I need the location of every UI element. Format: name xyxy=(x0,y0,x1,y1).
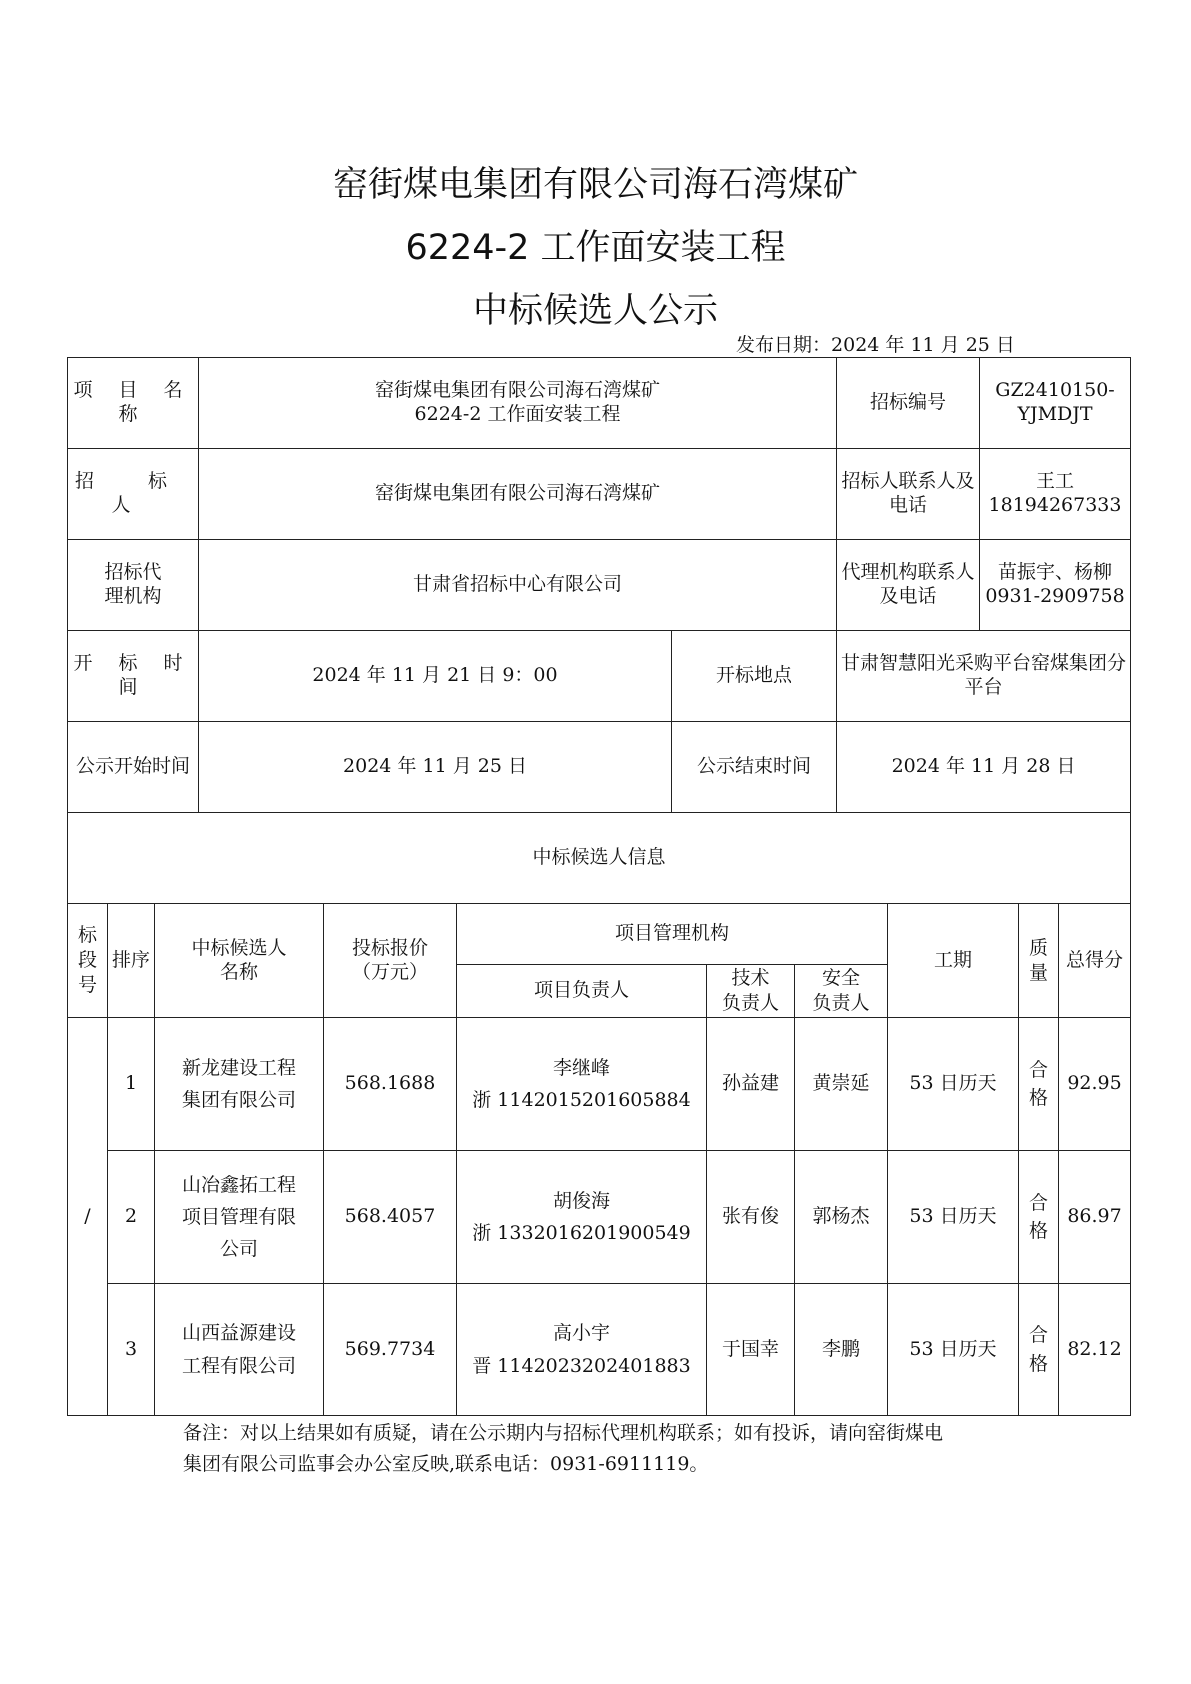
project-name-line2: 6224-2 工作面安装工程 xyxy=(414,403,621,425)
header-mgmt: 项目管理机构 xyxy=(457,904,888,965)
bid-safety: 黄崇延 xyxy=(795,1018,888,1151)
header-price xyxy=(324,904,457,1018)
agency-contact-line2: 0931-2909758 xyxy=(985,585,1125,607)
bid-name-line2: 集团有限公司 xyxy=(181,1089,296,1111)
bid-name-line3: 公司 xyxy=(219,1238,258,1261)
header-safety xyxy=(795,965,888,1018)
header-lot-char2: 段 xyxy=(77,949,97,972)
tender-no-label: 招标编号 xyxy=(837,358,980,449)
publish-date-value: 2024 年 11 月 25 日 xyxy=(831,334,1015,356)
header-lot-char3: 号 xyxy=(77,973,97,996)
candidates-table xyxy=(67,903,1131,1416)
notice-end-label: 公示结束时间 xyxy=(672,722,837,813)
bid-rank: 1 xyxy=(108,1018,155,1151)
bid-quality-line1: 合 xyxy=(1029,1058,1049,1081)
bid-pm-cert: 浙 1142015201605884 xyxy=(472,1089,691,1111)
bid-pm xyxy=(457,1018,707,1151)
row-project-name xyxy=(68,358,1131,449)
row-tenderer xyxy=(68,449,1131,540)
tenderer-contact-value: 王工 18194267333 xyxy=(980,449,1131,540)
opening-time-label: 开 标 时 间 xyxy=(68,631,199,722)
bid-price: 569.7734 xyxy=(324,1284,457,1416)
table-row xyxy=(68,1151,1131,1284)
header-price-line2: （万元） xyxy=(351,960,428,983)
bid-name-line2: 项目管理有限 xyxy=(181,1205,296,1228)
publish-date-label: 发布日期： xyxy=(736,334,832,356)
bid-quality xyxy=(1019,1151,1059,1284)
title-line-3: 中标候选人公示 xyxy=(472,291,718,331)
bid-pm xyxy=(457,1151,707,1284)
header-lot-no xyxy=(68,904,108,1018)
tenderer-contact-label-line2: 电话 xyxy=(889,494,928,516)
header-pm: 项目负责人 xyxy=(457,965,707,1018)
tender-no-value: GZ2410150-YJMDJT xyxy=(980,358,1131,449)
remark-line2: 集团有限公司监事会办公室反映,联系电话：0931-6911119。 xyxy=(183,1453,709,1476)
header-row-1 xyxy=(68,904,1131,965)
bid-candidate-name xyxy=(155,1151,324,1284)
notice-start-label: 公示开始时间 xyxy=(68,722,199,813)
bid-name-line1: 新龙建设工程 xyxy=(181,1056,296,1079)
bid-name-line1: 山西益源建设 xyxy=(181,1322,296,1345)
notice-start-value: 2024 年 11 月 25 日 xyxy=(199,722,672,813)
bid-rank: 3 xyxy=(108,1284,155,1416)
bid-name-line2: 工程有限公司 xyxy=(181,1354,296,1377)
header-lot-char1: 标 xyxy=(77,924,97,947)
tenderer-contact-label-line1: 招标人联系人及 xyxy=(841,470,975,493)
bid-duration: 53 日历天 xyxy=(888,1151,1019,1284)
header-price-line1: 投标报价 xyxy=(351,936,428,959)
agency-label xyxy=(68,540,199,631)
header-score: 总得分 xyxy=(1059,904,1131,1018)
project-name-value xyxy=(199,358,837,449)
header-candidate xyxy=(155,904,324,1018)
tenderer-contact-label xyxy=(837,449,980,540)
bid-quality-line1: 合 xyxy=(1029,1324,1049,1346)
bid-duration: 53 日历天 xyxy=(888,1018,1019,1151)
bid-pm-name: 高小宇 xyxy=(552,1322,610,1345)
bid-price: 568.4057 xyxy=(324,1151,457,1284)
bid-quality-line2: 格 xyxy=(1029,1352,1049,1375)
bid-rank: 2 xyxy=(108,1151,155,1284)
bid-quality xyxy=(1019,1018,1059,1151)
project-name-line1: 窑街煤电集团有限公司海石湾煤矿 xyxy=(375,379,661,402)
candidates-section-title: 中标候选人信息 xyxy=(68,813,1131,904)
header-candidate-line1: 中标候选人 xyxy=(191,936,287,959)
bid-quality-line2: 格 xyxy=(1029,1087,1049,1109)
bid-name-line1: 山冶鑫拓工程 xyxy=(181,1173,296,1196)
bid-quality xyxy=(1019,1284,1059,1416)
header-quality-line2: 量 xyxy=(1029,961,1049,984)
header-quality-line1: 质 xyxy=(1029,936,1049,959)
header-quality xyxy=(1019,904,1059,1018)
tenderer-value: 窑街煤电集团有限公司海石湾煤矿 xyxy=(199,449,837,540)
table-row xyxy=(68,1018,1131,1151)
title-line-2: 6224-2 工作面安装工程 xyxy=(405,228,786,268)
bid-tech: 张有俊 xyxy=(707,1151,795,1284)
bid-score: 92.95 xyxy=(1059,1018,1131,1151)
agency-contact-line1: 苗振宇、杨柳 xyxy=(998,561,1113,584)
notice-end-value: 2024 年 11 月 28 日 xyxy=(837,722,1131,813)
row-candidates-title xyxy=(68,813,1131,904)
remark xyxy=(183,1418,1043,1481)
opening-time-value: 2024 年 11 月 21 日 9：00 xyxy=(199,631,672,722)
bid-candidate-name xyxy=(155,1018,324,1151)
header-safety-line1: 安全 xyxy=(822,967,861,990)
bid-tech: 于国幸 xyxy=(707,1284,795,1416)
header-tech-line1: 技术 xyxy=(731,967,770,990)
header-safety-line2: 负责人 xyxy=(812,992,870,1014)
bid-score: 82.12 xyxy=(1059,1284,1131,1416)
project-info-table xyxy=(67,357,1131,904)
bid-safety: 李鹏 xyxy=(795,1284,888,1416)
tenderer-label: 招 标 人 xyxy=(68,449,199,540)
remark-line1: 备注：对以上结果如有质疑，请在公示期内与招标代理机构联系；如有投诉，请向窑街煤电 xyxy=(183,1422,944,1444)
bid-pm-name: 李继峰 xyxy=(552,1056,610,1079)
opening-place-value: 甘肃智慧阳光采购平台窑煤集团分平台 xyxy=(837,631,1131,722)
agency-contact-label xyxy=(837,540,980,631)
bid-score: 86.97 xyxy=(1059,1151,1131,1284)
header-tech-line2: 负责人 xyxy=(721,992,779,1014)
row-opening xyxy=(68,631,1131,722)
bid-pm-cert: 浙 1332016201900549 xyxy=(472,1222,691,1244)
bid-candidate-name xyxy=(155,1284,324,1416)
bid-price: 568.1688 xyxy=(324,1018,457,1151)
bid-quality-line1: 合 xyxy=(1029,1191,1049,1214)
header-duration: 工期 xyxy=(888,904,1019,1018)
title-line-1: 窑街煤电集团有限公司海石湾煤矿 xyxy=(332,165,858,205)
bid-pm xyxy=(457,1284,707,1416)
row-notice-period xyxy=(68,722,1131,813)
bid-pm-name: 胡俊海 xyxy=(552,1189,610,1212)
row-agency xyxy=(68,540,1131,631)
publish-date xyxy=(736,330,1015,357)
bid-pm-cert: 晋 1142023202401883 xyxy=(472,1354,691,1377)
table-row xyxy=(68,1284,1131,1416)
bid-quality-line2: 格 xyxy=(1029,1220,1049,1242)
opening-place-label: 开标地点 xyxy=(672,631,837,722)
header-tech xyxy=(707,965,795,1018)
agency-label-line2: 理机构 xyxy=(104,585,162,607)
bid-safety: 郭杨杰 xyxy=(795,1151,888,1284)
bid-tech: 孙益建 xyxy=(707,1018,795,1151)
agency-contact-value xyxy=(980,540,1131,631)
project-name-label: 项 目 名 称 xyxy=(68,358,199,449)
agency-contact-label-line1: 代理机构联系人 xyxy=(841,561,975,584)
agency-value: 甘肃省招标中心有限公司 xyxy=(199,540,837,631)
agency-contact-label-line2: 及电话 xyxy=(879,585,937,607)
agency-label-line1: 招标代 xyxy=(104,561,162,584)
bid-duration: 53 日历天 xyxy=(888,1284,1019,1416)
header-rank: 排序 xyxy=(108,904,155,1018)
header-candidate-line2: 名称 xyxy=(219,960,258,983)
lot-value: / xyxy=(68,1018,108,1416)
